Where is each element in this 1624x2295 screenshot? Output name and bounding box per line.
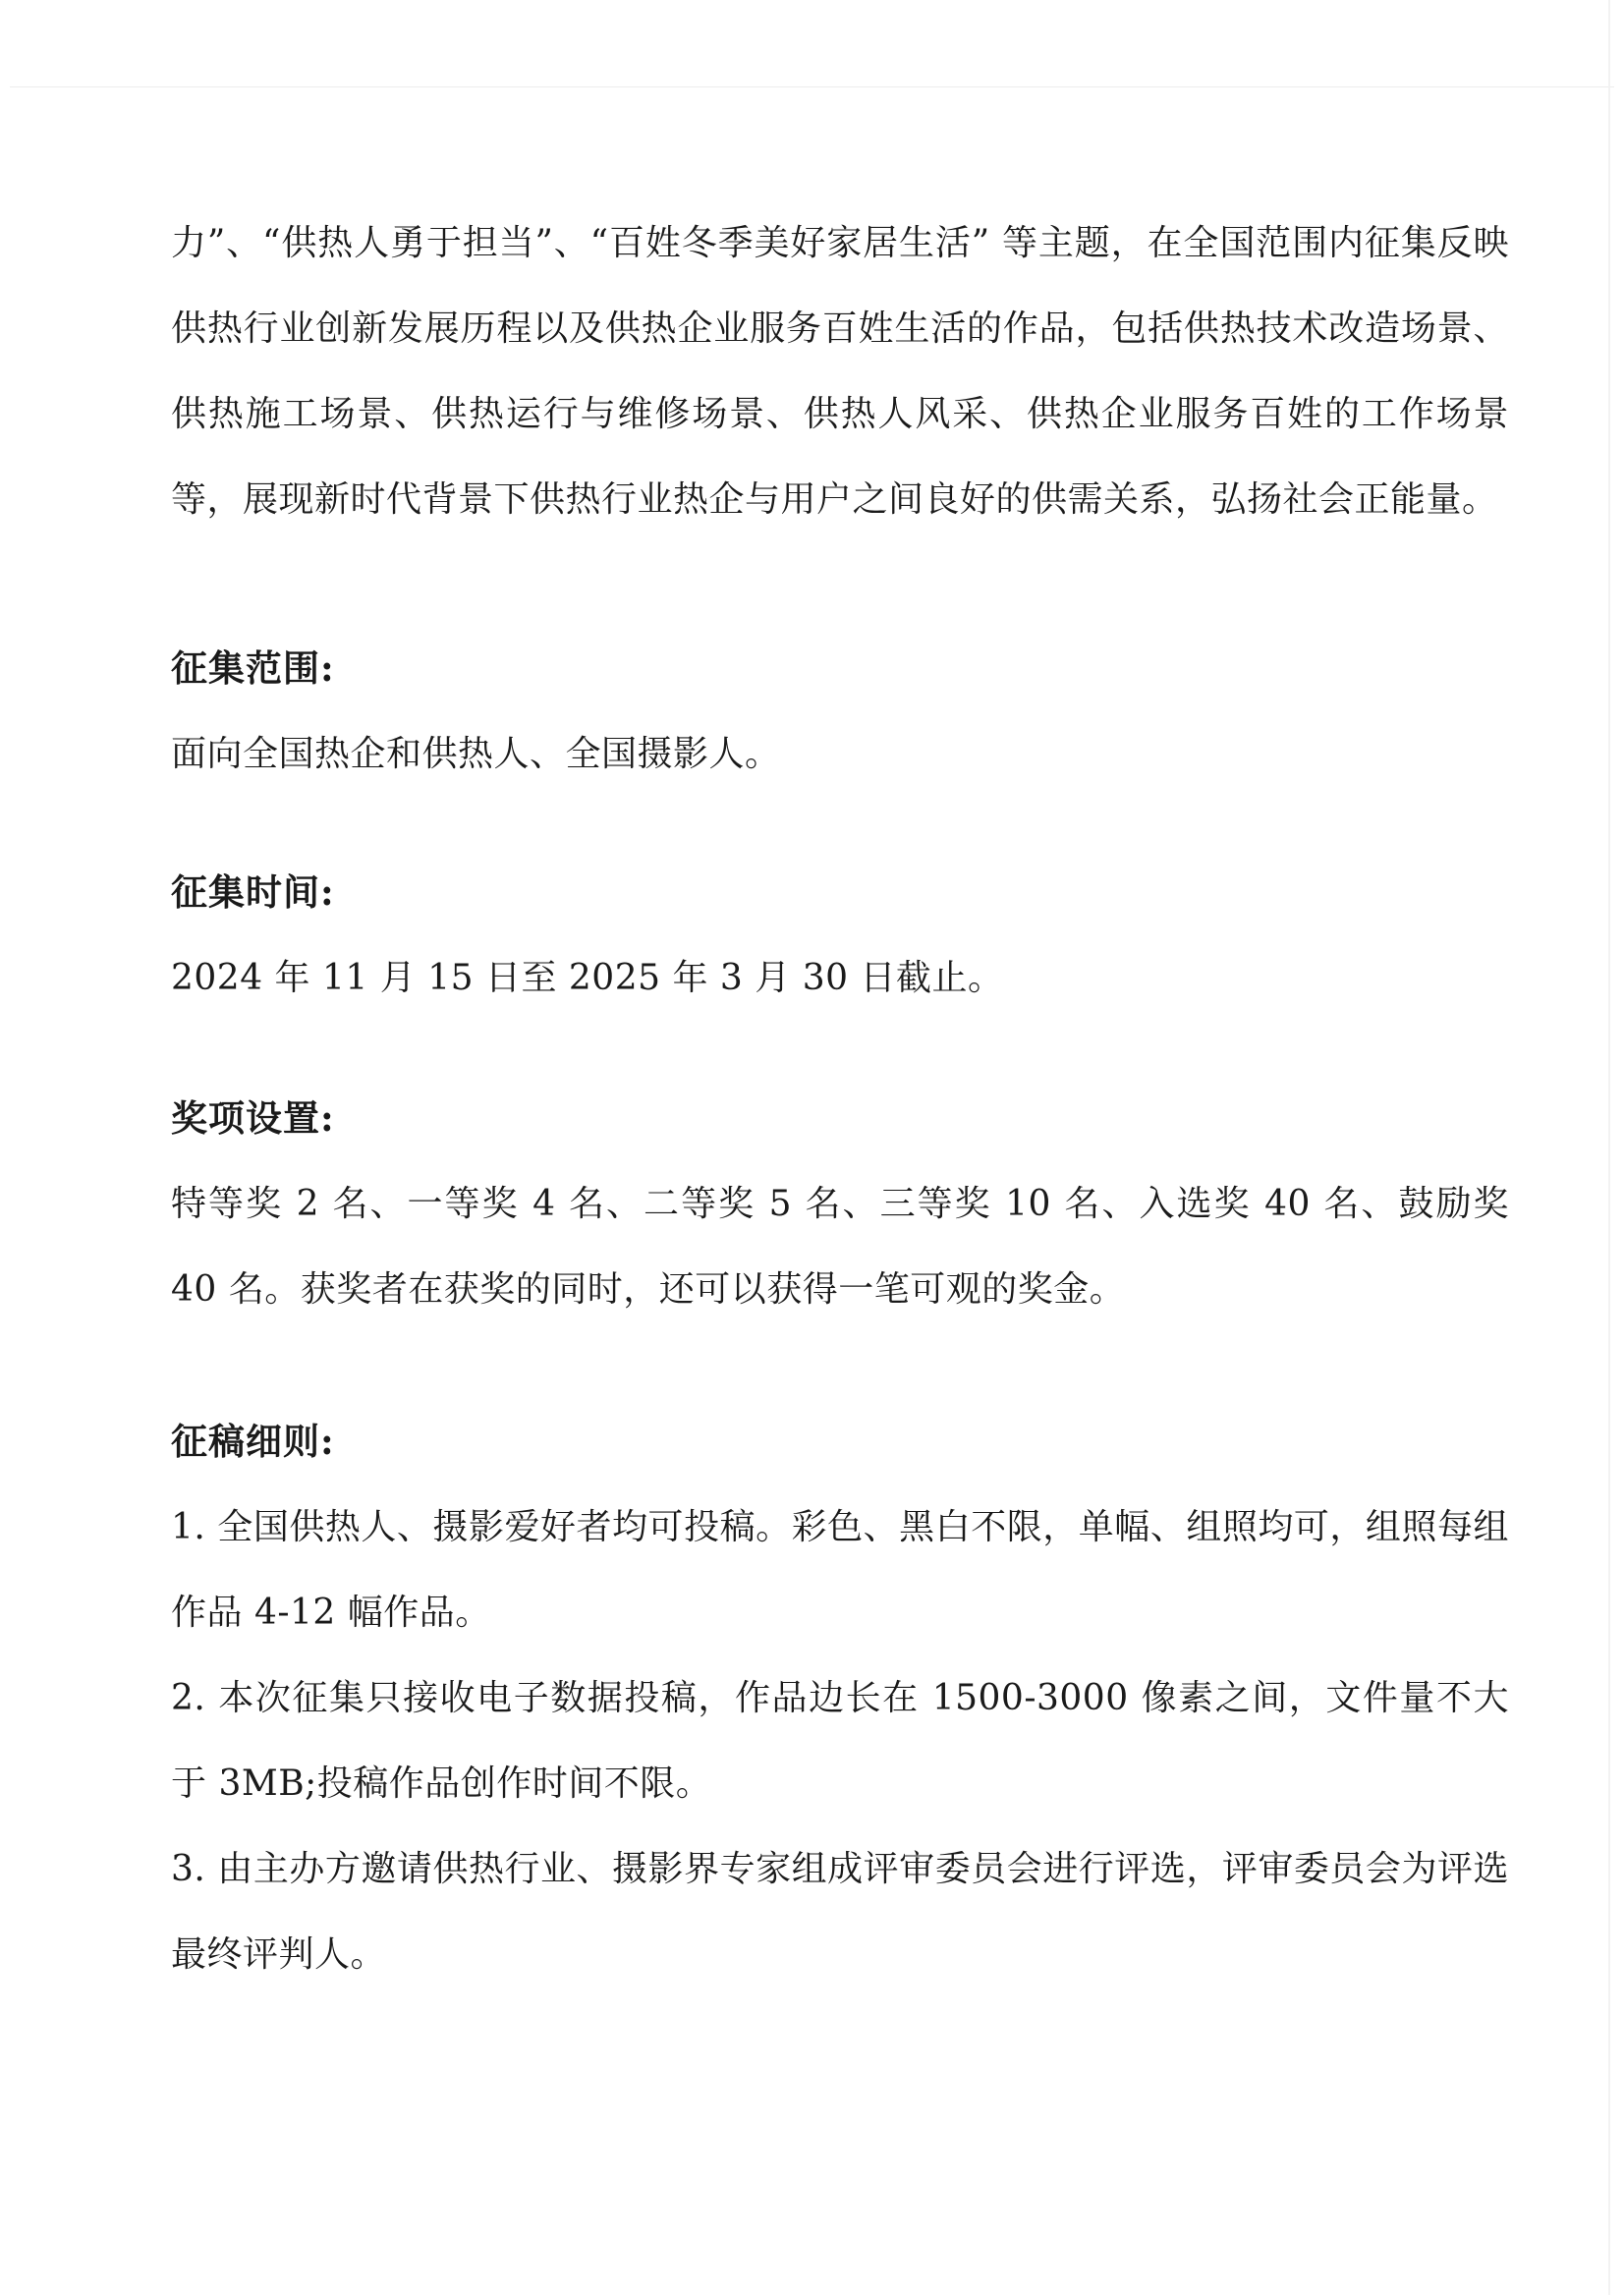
scan-edge-shadow bbox=[1608, 0, 1610, 2295]
scope-paragraph: 面向全国热企和供热人、全国摄影人。 bbox=[171, 734, 781, 774]
rules-heading: 征稿细则: bbox=[171, 1420, 335, 1463]
rules-item-3: 3. 由主办方邀请供热行业、摄影界专家组成评审委员会进行评选，评审委员会为评选最终评判人。 bbox=[171, 1849, 1509, 1975]
awards-heading: 奖项设置: bbox=[171, 1096, 335, 1140]
scan-edge-line bbox=[10, 86, 1614, 87]
time-paragraph: 2024 年 11 月 15 日至 2025 年 3 月 30 日截止。 bbox=[171, 958, 1004, 998]
rules-item-1: 1. 全国供热人、摄影爱好者均可投稿。彩色、黑白不限，单幅、组照均可，组照每组作品 4-12 幅作品。 bbox=[171, 1507, 1509, 1633]
document-body bbox=[171, 200, 1509, 1997]
awards-paragraph: 特等奖 2 名、一等奖 4 名、二等奖 5 名、三等奖 10 名、入选奖 40 名、鼓励奖 40 名。获奖者在获奖的同时，还可以获得一笔可观的奖金。 bbox=[171, 1184, 1509, 1310]
time-heading: 征集时间: bbox=[171, 870, 335, 914]
rules-item-2: 2. 本次征集只接收电子数据投稿，作品边长在 1500-3000 像素之间，文件量不大于 3MB;投稿作品创作时间不限。 bbox=[171, 1678, 1509, 1804]
scope-heading: 征集范围: bbox=[171, 646, 335, 690]
intro-paragraph: 力”、“供热人勇于担当”、“百姓冬季美好家居生活” 等主题，在全国范围内征集反映供热行业创新发展历程以及供热企业服务百姓生活的作品，包括供热技术改造场景、供热施工场景、供热运行与维修场景、供热人风采、供热企业服务百姓的工作场景等，展现新时代背景下供热行业热企与用户之间良好的供需关系，弘扬社会正能量。 bbox=[171, 223, 1509, 520]
